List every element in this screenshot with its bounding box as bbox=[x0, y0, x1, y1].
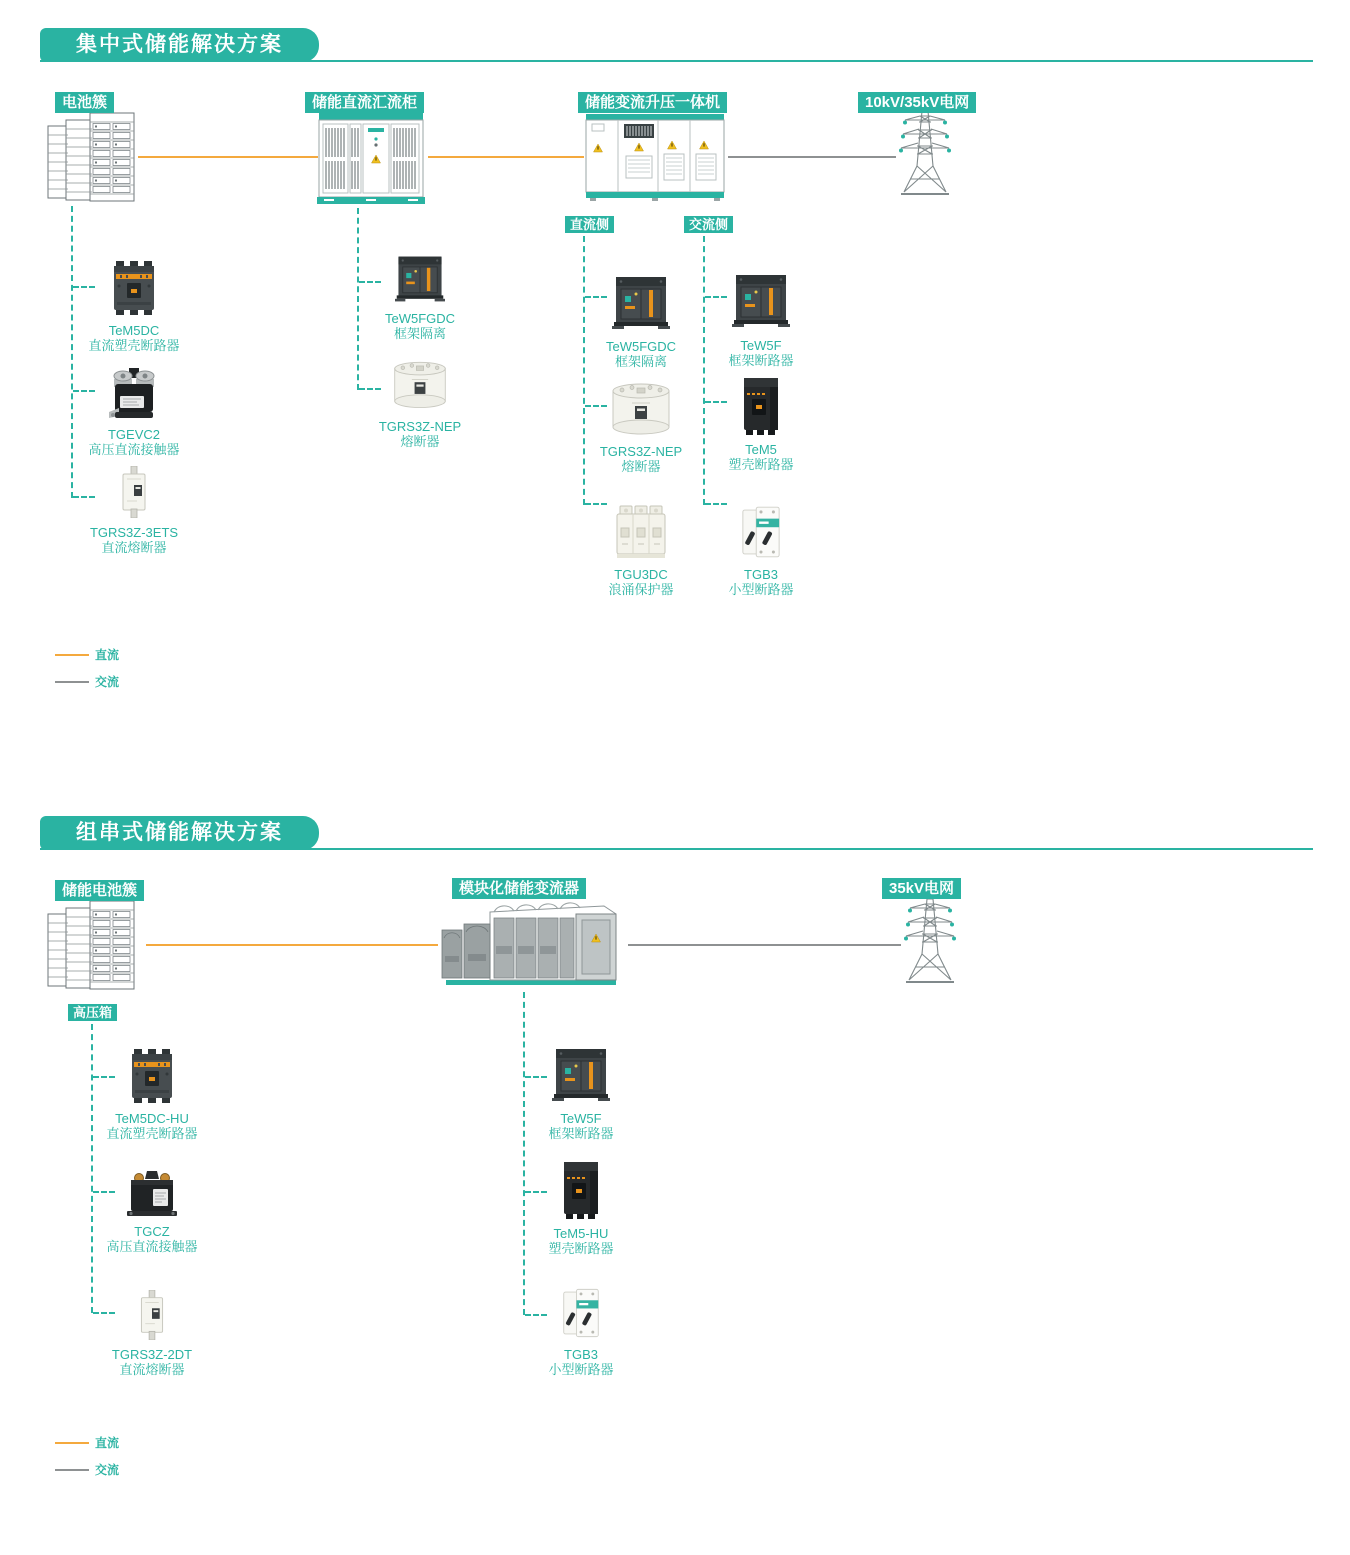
node-label-modular-converter: 模块化储能变流器 bbox=[452, 878, 586, 899]
battery-rack-illustration bbox=[46, 896, 138, 994]
product-model: TGCZ bbox=[134, 1224, 170, 1239]
product-model: TeW5F bbox=[560, 1111, 602, 1126]
product-desc: 塑壳断路器 bbox=[548, 1241, 614, 1256]
legend-dc-label: 直流 bbox=[95, 1436, 120, 1450]
node-label-dc-combiner: 储能直流汇流柜 bbox=[305, 92, 424, 113]
product-model: TeM5 bbox=[745, 442, 777, 457]
dc-line-battery-to-combiner bbox=[138, 156, 318, 158]
mccb-illustration bbox=[129, 1048, 175, 1104]
dashed-line-converter-column bbox=[523, 992, 525, 1315]
dc-line-battery-to-converter bbox=[146, 944, 438, 946]
product-desc: 熔断器 bbox=[621, 459, 661, 474]
product-desc: 框架隔离 bbox=[393, 326, 446, 341]
air-frame-breaker-illustration bbox=[552, 1046, 610, 1104]
cylindrical-fuse-illustration bbox=[610, 379, 672, 437]
product-tem5dc bbox=[54, 260, 214, 353]
legend-ac-swatch bbox=[55, 1469, 89, 1471]
blade-fuse-illustration bbox=[136, 1290, 168, 1340]
dc-line-combiner-to-pcs bbox=[428, 156, 584, 158]
dc-side-label: 直流侧 bbox=[565, 216, 614, 233]
product-desc: 高压直流接触器 bbox=[106, 1239, 198, 1254]
product-desc: 框架断路器 bbox=[548, 1126, 614, 1141]
air-frame-breaker-illustration bbox=[392, 254, 448, 304]
mccb-black-illustration bbox=[560, 1161, 602, 1219]
blade-fuse-illustration bbox=[119, 466, 149, 518]
legend-dc-label: 直流 bbox=[95, 648, 120, 662]
product-tew5fgdc-combiner bbox=[340, 254, 500, 341]
product-model: TGRS3Z-2DT bbox=[111, 1347, 193, 1362]
surge-protector-illustration bbox=[614, 504, 668, 560]
product-model: TeW5FGDC bbox=[384, 311, 456, 326]
legend-ac-label: 交流 bbox=[95, 1463, 120, 1477]
product-model: TGB3 bbox=[744, 567, 778, 582]
product-desc: 小型断路器 bbox=[728, 582, 794, 597]
product-tgrs3z-3ets bbox=[54, 466, 214, 555]
air-frame-breaker-illustration bbox=[612, 274, 670, 332]
product-model: TGB3 bbox=[564, 1347, 598, 1362]
legend-dc-swatch bbox=[55, 1442, 89, 1444]
product-model: TGRS3Z-NEP bbox=[378, 419, 462, 434]
hv-box-label: 高压箱 bbox=[68, 1004, 117, 1021]
product-tgb3-converter bbox=[501, 1286, 661, 1377]
product-desc: 塑壳断路器 bbox=[728, 457, 794, 472]
battery-rack-illustration bbox=[46, 108, 138, 206]
product-desc: 高压直流接触器 bbox=[88, 442, 180, 457]
mccb-black-illustration bbox=[738, 377, 784, 435]
node-label-storage-battery-cluster: 储能电池簇 bbox=[55, 880, 144, 901]
transmission-tower-illustration bbox=[896, 108, 954, 196]
product-tgrs3z-nep-combiner bbox=[340, 356, 500, 449]
ac-line-converter-to-grid bbox=[628, 944, 901, 946]
product-desc: 框架隔离 bbox=[614, 354, 667, 369]
mini-breaker-illustration bbox=[740, 504, 782, 560]
modular-converter-illustration bbox=[438, 898, 623, 990]
product-desc: 直流塑壳断路器 bbox=[88, 338, 180, 353]
transmission-tower-illustration bbox=[901, 896, 959, 984]
mini-breaker-illustration bbox=[561, 1286, 601, 1340]
product-tem5 bbox=[681, 377, 841, 472]
cylindrical-fuse-illustration bbox=[392, 356, 448, 412]
product-desc: 小型断路器 bbox=[548, 1362, 614, 1377]
node-label-battery-cluster: 电池簇 bbox=[55, 92, 114, 113]
product-model: TGEVC2 bbox=[107, 427, 160, 442]
product-model: TeW5F bbox=[740, 338, 782, 353]
node-label-grid-10kv-35kv: 10kV/35kV电网 bbox=[858, 92, 976, 113]
product-model: TeM5DC bbox=[108, 323, 160, 338]
product-desc: 熔断器 bbox=[400, 434, 440, 449]
product-tgcz bbox=[72, 1171, 232, 1254]
product-model: TeM5-HU bbox=[553, 1226, 609, 1241]
product-tew5f-converter bbox=[501, 1046, 661, 1141]
ac-side-label: 交流侧 bbox=[684, 216, 733, 233]
product-tem5dc-hu bbox=[72, 1048, 232, 1141]
product-desc: 浪涌保护器 bbox=[608, 582, 674, 597]
legend-dc-swatch bbox=[55, 654, 89, 656]
product-model: TeW5FGDC bbox=[605, 339, 677, 354]
product-model: TeM5DC-HU bbox=[115, 1111, 189, 1126]
product-desc: 直流熔断器 bbox=[119, 1362, 185, 1377]
dc-combiner-cabinet-illustration bbox=[316, 112, 426, 206]
section1-title: 集中式储能解决方案 bbox=[40, 28, 319, 62]
product-model: TGRS3Z-NEP bbox=[599, 444, 683, 459]
product-tgb3-acside bbox=[681, 504, 841, 597]
legend-ac-swatch bbox=[55, 681, 89, 683]
pcs-booster-illustration bbox=[584, 112, 726, 202]
product-tem5-hu bbox=[501, 1161, 661, 1256]
node-label-grid-35kv: 35kV电网 bbox=[882, 878, 961, 899]
product-tew5f-acside bbox=[681, 271, 841, 368]
mccb-illustration bbox=[111, 260, 157, 316]
ac-line-pcs-to-grid bbox=[728, 156, 896, 158]
product-desc: 直流塑壳断路器 bbox=[106, 1126, 198, 1141]
air-frame-breaker-illustration bbox=[732, 271, 790, 331]
hv-dc-contactor-illustration bbox=[109, 366, 159, 420]
product-model: TGU3DC bbox=[614, 567, 668, 582]
box-contactor-illustration bbox=[127, 1171, 177, 1217]
product-tgevc2 bbox=[54, 366, 214, 457]
product-tgrs3z-2dt bbox=[72, 1290, 232, 1377]
product-desc: 框架断路器 bbox=[728, 353, 794, 368]
product-model: TGRS3Z-3ETS bbox=[89, 525, 179, 540]
node-label-pcs-booster: 储能变流升压一体机 bbox=[578, 92, 727, 113]
product-desc: 直流熔断器 bbox=[101, 540, 167, 555]
legend-ac-label: 交流 bbox=[95, 675, 120, 689]
section2-title: 组串式储能解决方案 bbox=[40, 816, 319, 850]
